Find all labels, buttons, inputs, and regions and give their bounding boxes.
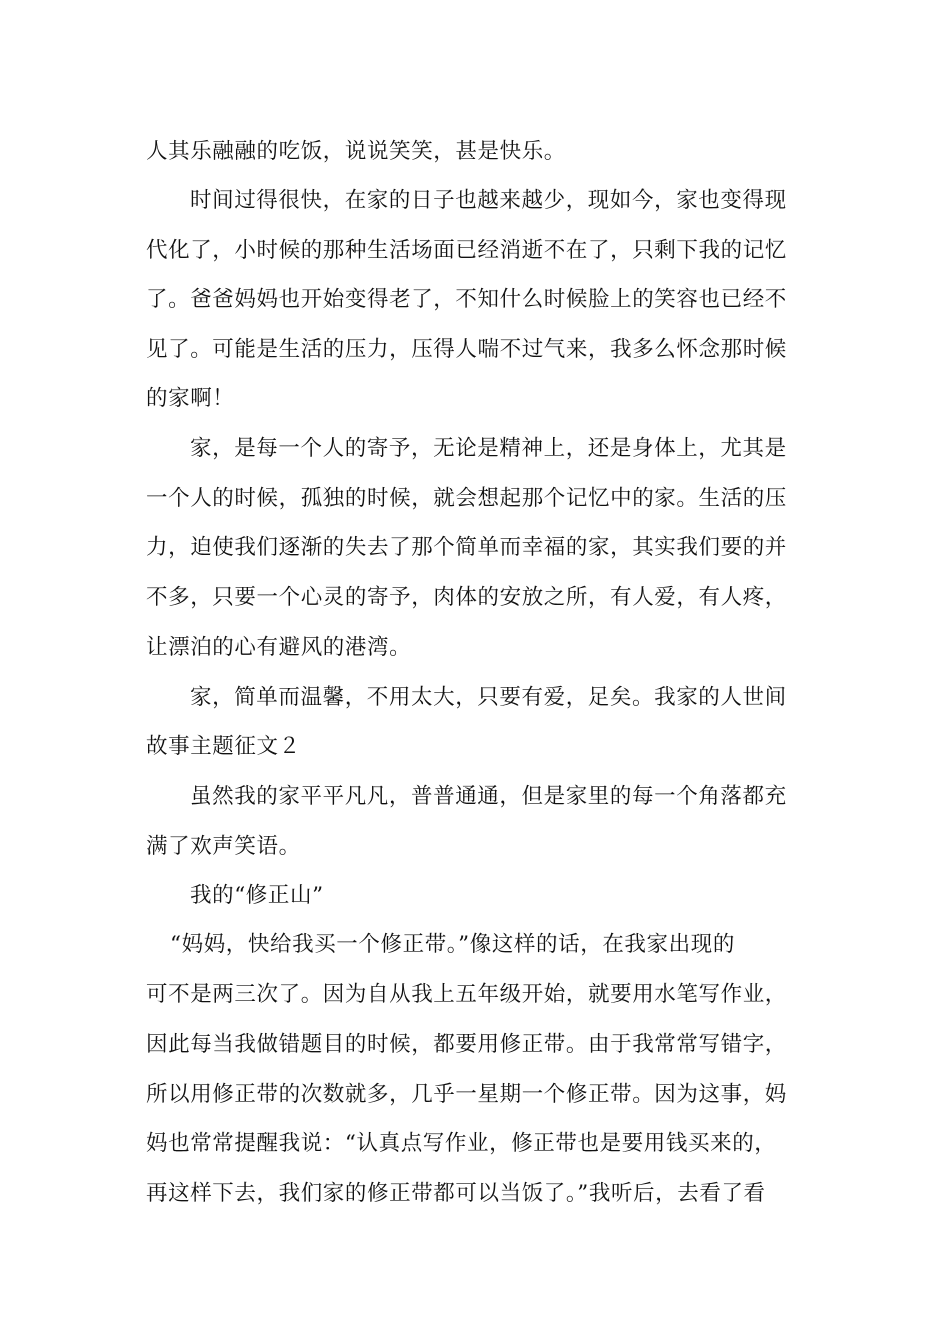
text-line: 一个人的时候，孤独的时候，就会想起那个记忆中的家。生活的压 (146, 486, 787, 511)
text-line: 人其乐融融的吃饭，说说笑笑，甚是快乐。 (146, 139, 566, 164)
text-line: 代化了，小时候的那种生活场面已经消逝不在了，只剩下我的记忆 (146, 238, 787, 263)
paragraph-start-line: 时间过得很快，在家的日子也越来越少，现如今，家也变得现 (190, 188, 787, 213)
paragraph-start-line: 虽然我的家平平凡凡，普普通通，但是家里的每一个角落都充 (190, 784, 787, 809)
text-line: 可不是两三次了。因为自从我上五年级开始，就要用水笔写作业， (146, 982, 787, 1007)
text-line: 的家啊！ (146, 386, 235, 411)
text-line: 满了欢声笑语。 (146, 834, 301, 859)
text-line: 力，迫使我们逐渐的失去了那个简单而幸福的家，其实我们要的并 (146, 535, 787, 560)
text-line: 所以用修正带的次数就多，几乎一星期一个修正带。因为这事，妈 (146, 1082, 787, 1107)
text-line: 再这样下去，我们家的修正带都可以当饭了。”我听后，去看了看 (146, 1181, 766, 1206)
text-line: 了。爸爸妈妈也开始变得老了，不知什么时候脸上的笑容也已经不 (146, 287, 787, 312)
section-title-line: 故事主题征文２ (146, 734, 301, 759)
paragraph-start-line: 家，是每一个人的寄予，无论是精神上，还是身体上，尤其是 (190, 436, 787, 461)
text-line: 不多，只要一个心灵的寄予，肉体的安放之所，有人爱，有人疼， (146, 585, 787, 610)
text-line: 见了。可能是生活的压力，压得人喘不过气来，我多么怀念那时候 (146, 337, 787, 362)
paragraph-start-line: “妈妈，快给我买一个修正带。”像这样的话，在我家出现的 (170, 932, 735, 957)
text-line: 妈也常常提醒我说：“认真点写作业，修正带也是要用钱买来的， (146, 1131, 777, 1156)
essay-title-line: 我的“修正山” (190, 883, 324, 908)
text-line: 因此每当我做错题目的时候，都要用修正带。由于我常常写错字， (146, 1032, 787, 1057)
paragraph-start-line: 家，简单而温馨，不用太大，只要有爱，足矣。我家的人世间 (190, 685, 787, 710)
text-line: 让漂泊的心有避风的港湾。 (146, 635, 412, 660)
